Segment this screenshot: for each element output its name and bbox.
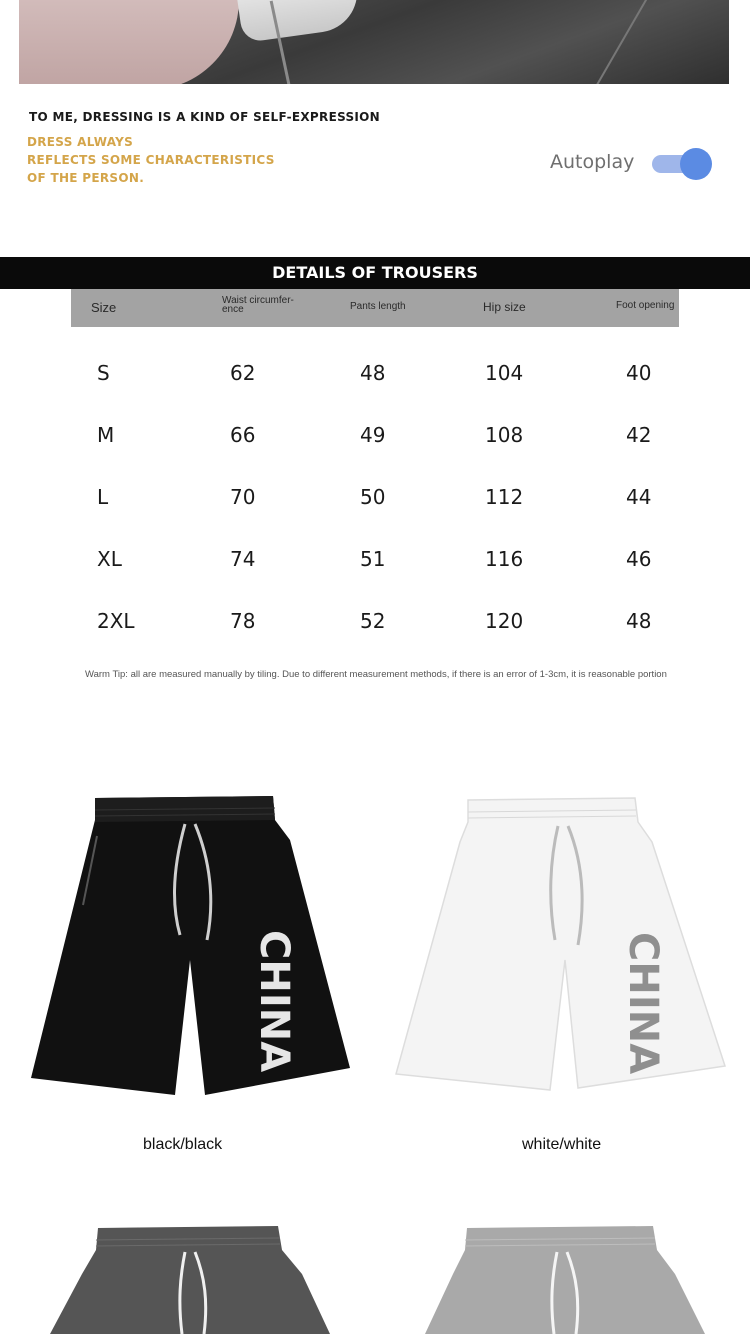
product-image-white[interactable] [390, 790, 735, 1110]
cell-foot: 48 [626, 609, 652, 633]
autoplay-label: Autoplay [550, 151, 635, 173]
cell-length: 51 [360, 547, 386, 571]
cell-size: 2XL [97, 609, 135, 633]
size-table-header [71, 289, 679, 327]
column-header-foot: Foot opening [616, 300, 675, 311]
print-text: CHINA [620, 932, 666, 1075]
intro-subtext-line: REFLECTS SOME CHARACTERISTICS [27, 153, 275, 167]
cell-hip: 104 [485, 361, 524, 385]
cell-size: S [97, 361, 110, 385]
intro-subtext [27, 133, 307, 187]
intro-heading: TO ME, DRESSING IS A KIND OF SELF-EXPRESSION [29, 110, 381, 124]
product-caption-black: black/black [143, 1136, 223, 1153]
cell-hip: 116 [485, 547, 524, 571]
details-title: DETAILS OF TROUSERS [0, 257, 750, 289]
cell-waist: 74 [230, 547, 256, 571]
cell-waist: 62 [230, 361, 256, 385]
cell-length: 52 [360, 609, 386, 633]
cell-foot: 40 [626, 361, 652, 385]
cell-hip: 108 [485, 423, 524, 447]
table-row [0, 609, 750, 649]
product-caption-white: white/white [522, 1136, 602, 1153]
cell-hip: 112 [485, 485, 524, 509]
table-row [0, 423, 750, 463]
cell-waist: 78 [230, 609, 256, 633]
product-image-black[interactable] [25, 790, 355, 1110]
hero-photo [19, 0, 729, 84]
print-text: CHINA [251, 930, 297, 1073]
cell-foot: 42 [626, 423, 652, 447]
product-image-light-gray[interactable] [415, 1222, 715, 1334]
intro-subtext-line: DRESS ALWAYS [27, 135, 134, 149]
intro-subtext-line: OF THE PERSON. [27, 171, 145, 185]
cell-hip: 120 [485, 609, 524, 633]
column-header-size: Size [91, 300, 117, 315]
warm-tip: Warm Tip: all are measured manually by tiling. Due to different measurement methods, if there is an error of 1-3cm, it is reasonable portion [85, 669, 667, 680]
product-image-dark-gray[interactable] [40, 1222, 340, 1334]
column-header-length: Pants length [350, 301, 406, 312]
cell-waist: 70 [230, 485, 256, 509]
table-row [0, 485, 750, 525]
table-row [0, 361, 750, 401]
cell-size: L [97, 485, 109, 509]
cell-length: 49 [360, 423, 386, 447]
cell-length: 50 [360, 485, 386, 509]
column-header-waist: Waist circumfer-ence [222, 295, 294, 315]
column-header-hip: Hip size [483, 300, 526, 314]
cell-length: 48 [360, 361, 386, 385]
cell-foot: 46 [626, 547, 652, 571]
toggle-knob [680, 148, 712, 180]
cell-size: XL [97, 547, 122, 571]
cell-foot: 44 [626, 485, 652, 509]
cell-waist: 66 [230, 423, 256, 447]
cell-size: M [97, 423, 115, 447]
autoplay-toggle[interactable] [652, 147, 712, 181]
table-row [0, 547, 750, 587]
